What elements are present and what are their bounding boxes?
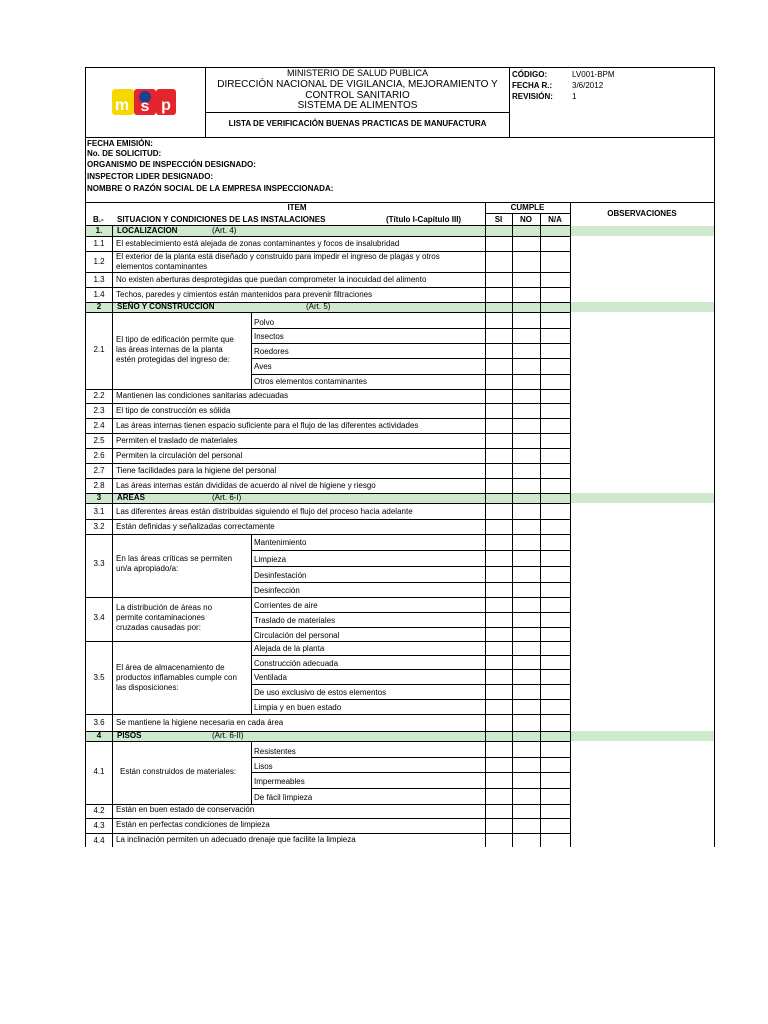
row-num: 4.3: [93, 821, 105, 830]
field-no-solicitud: No. DE SOLICITUD:: [87, 149, 162, 158]
sub-item: Construcción adecuada: [254, 659, 339, 668]
direction-line2: CONTROL SANITARIO: [305, 90, 410, 101]
row-text: En las áreas críticas se permiten: [116, 554, 233, 563]
row-text: permite contaminaciones: [116, 613, 205, 622]
row-text: Las diferentes áreas están distribuidas siguiendo el flujo del proceso hacia adelante: [116, 507, 413, 516]
row-text: No existen aberturas desprotegidas que puedan comprometer la inocuidad del alimento: [116, 275, 427, 284]
row-num: 2.5: [93, 436, 105, 445]
row-text: Techos, paredes y cimientos están mantenidos para prevenir filtraciones: [116, 290, 373, 299]
b-label: B.-: [93, 215, 104, 224]
row-num: 3.3: [93, 559, 105, 568]
sub-item: Impermeables: [254, 777, 305, 786]
no-header: NO: [520, 215, 532, 224]
section-3-num: 3: [96, 493, 102, 502]
section-2-num: 2: [96, 302, 102, 311]
sub-item: Ventilada: [254, 673, 287, 682]
row-num: 2.1: [93, 345, 105, 354]
row-text: Están construidos de materiales:: [120, 767, 237, 776]
section-2-art: (Art. 5): [306, 302, 331, 311]
section-band-4: [86, 731, 714, 741]
sub-item: Polvo: [254, 318, 275, 327]
sub-item: Otros elementos contaminantes: [254, 377, 367, 386]
row-text: El área de almacenamiento de: [116, 663, 225, 672]
row-text: Están en buen estado de conservación: [116, 805, 255, 814]
observaciones-header: OBSERVACIONES: [607, 209, 677, 218]
row-num: 2.7: [93, 466, 105, 475]
row-text: El tipo de edificación permite que: [116, 335, 234, 344]
row-text: Tiene facilidades para la higiene del personal: [116, 466, 277, 475]
sub-item: Desinfestación: [254, 571, 307, 580]
sub-item: Desinfección: [254, 586, 300, 595]
row-text: La distribución de áreas no: [116, 603, 213, 612]
system-title: SISTEMA DE ALIMENTOS: [297, 100, 418, 111]
row-text: Están en perfectas condiciones de limpieza: [116, 820, 270, 829]
codigo-value: LV001-BPM: [572, 70, 615, 79]
row-num: 2.4: [93, 421, 105, 430]
na-header: N/A: [548, 215, 562, 224]
checklist-title: LISTA DE VERIFICACIÓN BUENAS PRACTICAS DE MANUFACTURA: [228, 119, 487, 128]
section-4-art: (Art. 6-II): [212, 731, 244, 740]
fecha-label: FECHA R.:: [512, 81, 553, 90]
sub-item: Traslado de materiales: [254, 616, 336, 625]
section-1-num: 1.: [95, 226, 103, 235]
si-header: SI: [494, 215, 503, 224]
row-text: Permiten el traslado de materiales: [116, 436, 238, 445]
field-fecha-emision: FECHA EMISIÓN:: [87, 139, 153, 148]
row-num: 1.3: [93, 275, 105, 284]
item-header: ITEM: [287, 203, 307, 212]
row-text: las disposiciones:: [116, 683, 179, 692]
row-text: El exterior de la planta está diseñado y construido para impedir el ingreso de plagas y otros: [116, 252, 440, 261]
section-4-num: 4: [96, 731, 102, 740]
sub-item: Circulación del personal: [254, 631, 340, 640]
section-2-title: SEÑO Y CONSTRUCCION: [117, 302, 215, 311]
row-num: 1.2: [93, 257, 105, 266]
row-text: elementos contaminantes: [116, 262, 208, 271]
svg-text:m: m: [114, 97, 130, 114]
row-text: Las áreas internas tienen espacio suficiente para el flujo de las diferentes actividades: [116, 421, 419, 430]
sub-item: Corrientes de aire: [254, 601, 318, 610]
ministry-title: MINISTERIO DE SALUD PUBLICA: [286, 68, 429, 78]
row-text: las áreas internas de la planta: [116, 345, 223, 354]
section-1-art: (Art. 4): [212, 226, 237, 235]
row-text: un/a apropiado/a:: [116, 564, 179, 573]
field-organismo: ORGANISMO DE INSPECCIÓN DESIGNADO:: [87, 160, 256, 169]
row-num: 1.1: [93, 239, 105, 248]
codigo-label: CÓDIGO:: [512, 70, 548, 79]
row-text: Las áreas internas están divididas de acuerdo al nivel de higiene y riesgo: [116, 481, 376, 490]
row-num: 3.4: [93, 613, 105, 622]
row-num: 2.2: [93, 391, 105, 400]
row-text: estén protegidas del ingreso de:: [116, 355, 230, 364]
section-3-art: (Art. 6-I): [212, 493, 242, 502]
sub-item: Limpieza: [254, 555, 287, 564]
section-band-1: [86, 226, 714, 236]
sub-item: Mantenimiento: [254, 538, 307, 547]
field-inspector: INSPECTOR LIDER DESIGNADO:: [87, 172, 214, 181]
direction-line1: DIRECCIÓN NACIONAL DE VIGILANCIA, MEJORAMIENTO Y: [217, 79, 498, 90]
row-num: 3.2: [93, 522, 105, 531]
row-text: El tipo de construcción es sólida: [116, 406, 231, 415]
sub-item: Resistentes: [254, 747, 296, 756]
row-num: 2.3: [93, 406, 105, 415]
section-3-title: AREAS: [117, 493, 146, 502]
row-num: 3.1: [93, 507, 105, 516]
row-text: Permiten la circulación del personal: [116, 451, 243, 460]
row-text: El establecimiento está alejada de zonas contaminantes y focos de insalubridad: [116, 239, 400, 248]
fecha-value: 3/6/2012: [572, 81, 604, 90]
row-num: 2.8: [93, 481, 105, 490]
row-num: 2.6: [93, 451, 105, 460]
msp-logo: [112, 83, 178, 119]
field-empresa: NOMBRE O RAZÓN SOCIAL DE LA EMPRESA INSPECCIONADA:: [87, 184, 334, 193]
sub-item: Limpia y en buen estado: [254, 703, 342, 712]
svg-text:p: p: [161, 97, 171, 114]
row-text: Están definidas y señalizadas correctamente: [116, 522, 275, 531]
section-1-title: LOCALIZACION: [117, 226, 178, 235]
titulo-label: (Título I-Capítulo III): [386, 215, 462, 224]
row-num: 3.5: [93, 673, 105, 682]
row-text: productos inflamables cumple con: [116, 673, 237, 682]
row-text: cruzadas causadas por:: [116, 623, 201, 632]
sub-item: Insectos: [254, 332, 284, 341]
row-num: 4.1: [93, 767, 105, 776]
section-4-title: PISOS: [117, 731, 142, 740]
revision-label: REVISIÓN:: [512, 92, 553, 101]
sub-item: Aves: [254, 362, 272, 371]
row-num: 1.4: [93, 290, 105, 299]
sub-item: De uso exclusivo de estos elementos: [254, 688, 387, 697]
row-text: Mantienen las condiciones sanitarias adecuadas: [116, 391, 289, 400]
situation-label: SITUACION Y CONDICIONES DE LAS INSTALACIONES: [117, 215, 326, 224]
row-text: La inclinación permiten un adecuado drenaje que facilite la limpieza: [116, 835, 356, 844]
row-num: 4.4: [93, 836, 105, 845]
row-num: 3.6: [93, 718, 105, 727]
sub-item: Roedores: [254, 347, 289, 356]
row-num: 4.2: [93, 806, 105, 815]
row-text: Se mantiene la higiene necesaria en cada área: [116, 718, 284, 727]
section-band-3: [86, 493, 714, 503]
sub-item: Alejada de la planta: [254, 644, 325, 653]
svg-text:s: s: [140, 98, 150, 115]
sub-item: Lisos: [254, 762, 273, 771]
cumple-header: CUMPLE: [510, 203, 545, 212]
sub-item: De fácil limpieza: [254, 793, 313, 802]
revision-value: 1: [572, 92, 577, 101]
